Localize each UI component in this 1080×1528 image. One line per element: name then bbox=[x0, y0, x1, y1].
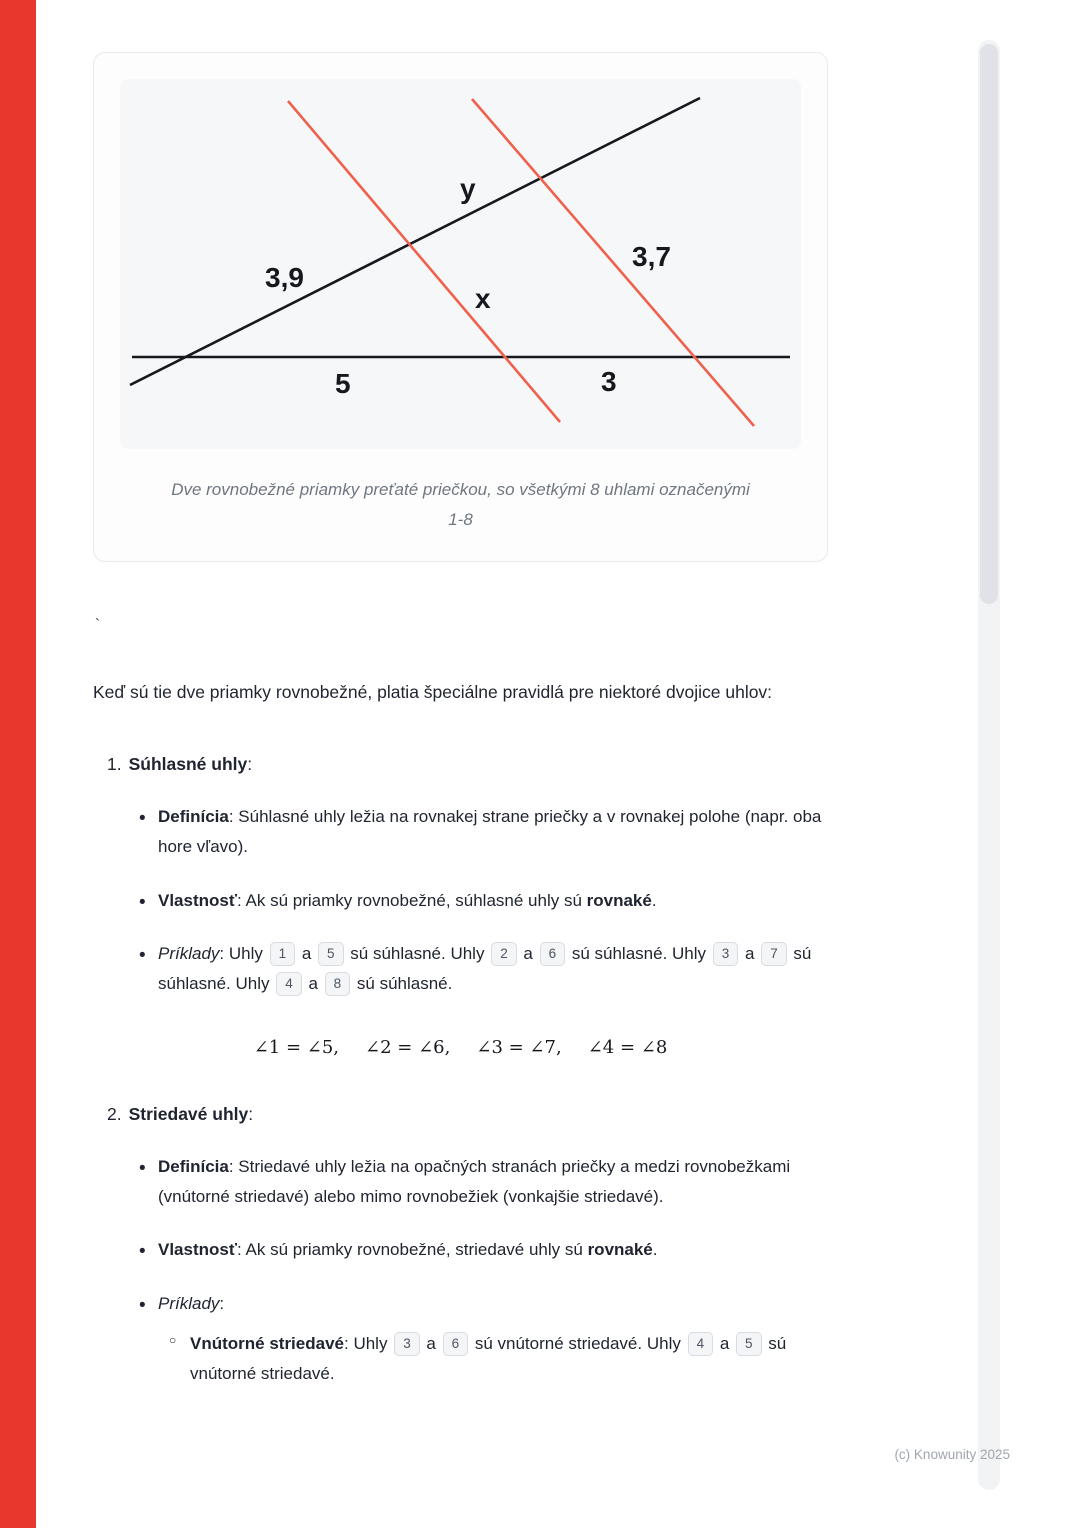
bullet-priklady-2 bbox=[158, 1289, 826, 1388]
priklady-run: a bbox=[297, 944, 317, 964]
priklady-run: a bbox=[740, 944, 760, 964]
figure-caption bbox=[120, 475, 801, 535]
parallel-line-1 bbox=[288, 101, 560, 422]
vlastnost-text: : Ak sú priamky rovnobežné, striedavé uhly sú bbox=[237, 1240, 588, 1260]
vlastnost-label: Vlastnosť bbox=[158, 890, 237, 910]
definicia-label: Definícia bbox=[158, 807, 229, 826]
angle-chip: 4 bbox=[688, 1332, 714, 1356]
left-accent-bar bbox=[0, 0, 36, 1528]
vnutorne-run: sú vnútorné striedavé. Uhly bbox=[470, 1333, 686, 1353]
definicia-label: Definícia bbox=[158, 1156, 229, 1176]
geometry-figure bbox=[120, 79, 801, 449]
scrollbar-track[interactable] bbox=[978, 40, 1000, 1490]
vlastnost-bold: rovnaké bbox=[587, 1240, 653, 1260]
vnutorne-run: a bbox=[715, 1333, 734, 1353]
item-title: Striedavé uhly bbox=[128, 1103, 249, 1124]
list-item-2-heading bbox=[93, 1100, 828, 1128]
bullet-priklady-1 bbox=[158, 939, 826, 999]
intro-paragraph: Keď sú tie dve priamky rovnobežné, platia špeciálne pravidlá pre niektoré dvojice uhlov: bbox=[93, 681, 773, 702]
definicia-text: : Striedavé uhly ležia na opačných stranách priečky a medzi rovnobežkami (vnútorné striedavé) alebo mimo rovnobežiek (vonkajšie striedavé). bbox=[158, 1156, 791, 1206]
angle-chip: 5 bbox=[736, 1332, 762, 1356]
vlastnost-bold: rovnaké bbox=[586, 890, 652, 910]
vnutorne-label: Vnútorné striedavé bbox=[190, 1333, 344, 1353]
label-3-9: 3,9 bbox=[265, 262, 304, 293]
angle-chip: 5 bbox=[318, 942, 344, 966]
sub-bullet-vnutorne bbox=[190, 1329, 826, 1389]
priklady-run: a bbox=[303, 974, 323, 993]
priklady-colon: : bbox=[219, 1294, 225, 1313]
item-colon: : bbox=[247, 754, 253, 774]
angle-chip: 1 bbox=[270, 942, 296, 966]
priklady-label: Príklady bbox=[158, 1294, 220, 1313]
item-number: 2. bbox=[107, 1103, 122, 1124]
priklady-label: Príklady bbox=[158, 944, 220, 964]
footer-credit: (c) Knowunity 2025 bbox=[894, 1447, 1010, 1462]
priklady-run: sú súhlasné. Uhly bbox=[567, 944, 711, 964]
label-5: 5 bbox=[335, 368, 351, 399]
scrollbar-thumb[interactable] bbox=[980, 44, 998, 604]
math-term: ∠2 = ∠6, bbox=[365, 1036, 451, 1058]
item-title: Súhlasné uhly bbox=[128, 754, 248, 774]
priklady-run: sú súhlasné. Uhly bbox=[345, 944, 490, 964]
angle-chip: 3 bbox=[713, 942, 739, 966]
angle-chip: 6 bbox=[443, 1332, 469, 1356]
list-item-1-heading bbox=[93, 750, 828, 778]
caption-line-2: 1-8 bbox=[448, 509, 473, 529]
bullet-definicia-1 bbox=[158, 802, 826, 862]
stray-backtick: ` bbox=[95, 615, 100, 633]
bullet-definicia-2 bbox=[158, 1152, 826, 1212]
math-term: ∠1 = ∠5, bbox=[253, 1036, 340, 1058]
vlastnost-text: : Ak sú priamky rovnobežné, súhlasné uhly sú bbox=[237, 890, 587, 910]
transversal-line bbox=[130, 98, 700, 385]
angle-chip: 7 bbox=[761, 942, 787, 966]
item-colon: : bbox=[248, 1103, 254, 1124]
vlastnost-period: . bbox=[651, 890, 657, 910]
vlastnost-label: Vlastnosť bbox=[158, 1240, 237, 1260]
priklady-run: sú súhlasné. bbox=[352, 974, 453, 993]
angle-chip: 4 bbox=[276, 972, 302, 996]
priklady-run: : Uhly bbox=[219, 944, 268, 964]
vnutorne-run: sú vnútorné striedavé. bbox=[190, 1333, 787, 1383]
label-x: x bbox=[475, 283, 491, 314]
figure-svg bbox=[120, 79, 801, 449]
bullet-vlastnost-2 bbox=[158, 1235, 826, 1265]
angle-chip: 2 bbox=[491, 942, 517, 966]
math-term: ∠3 = ∠7, bbox=[476, 1036, 562, 1058]
figure-card bbox=[93, 52, 828, 562]
caption-line-1: Dve rovnobežné priamky preťaté priečkou, so všetkými 8 uhlami označenými bbox=[171, 480, 750, 499]
label-y: y bbox=[460, 173, 476, 204]
vnutorne-run: : Uhly bbox=[344, 1333, 393, 1353]
item-1-bullets bbox=[93, 802, 828, 999]
definicia-text: : Súhlasné uhly ležia na rovnakej strane priečky a v rovnakej polohe (napr. oba hore vľavo). bbox=[158, 807, 822, 856]
angle-chip: 6 bbox=[540, 942, 566, 966]
label-3: 3 bbox=[601, 366, 617, 397]
item-number: 1. bbox=[107, 754, 122, 774]
vnutorne-run: a bbox=[421, 1333, 441, 1353]
priklady-run: a bbox=[518, 944, 538, 964]
bullet-vlastnost-1 bbox=[158, 886, 826, 916]
label-3-7: 3,7 bbox=[632, 241, 671, 272]
angle-chip: 8 bbox=[325, 972, 351, 996]
item-2-bullets bbox=[93, 1152, 828, 1389]
math-equation bbox=[93, 1037, 828, 1058]
vlastnost-period: . bbox=[652, 1240, 658, 1260]
priklady-sublist bbox=[158, 1329, 826, 1389]
page-content bbox=[93, 0, 828, 1388]
math-term: ∠4 = ∠8 bbox=[587, 1036, 668, 1058]
priklady-run: sú súhlasné. Uhly bbox=[158, 944, 812, 993]
angle-chip: 3 bbox=[394, 1332, 420, 1356]
